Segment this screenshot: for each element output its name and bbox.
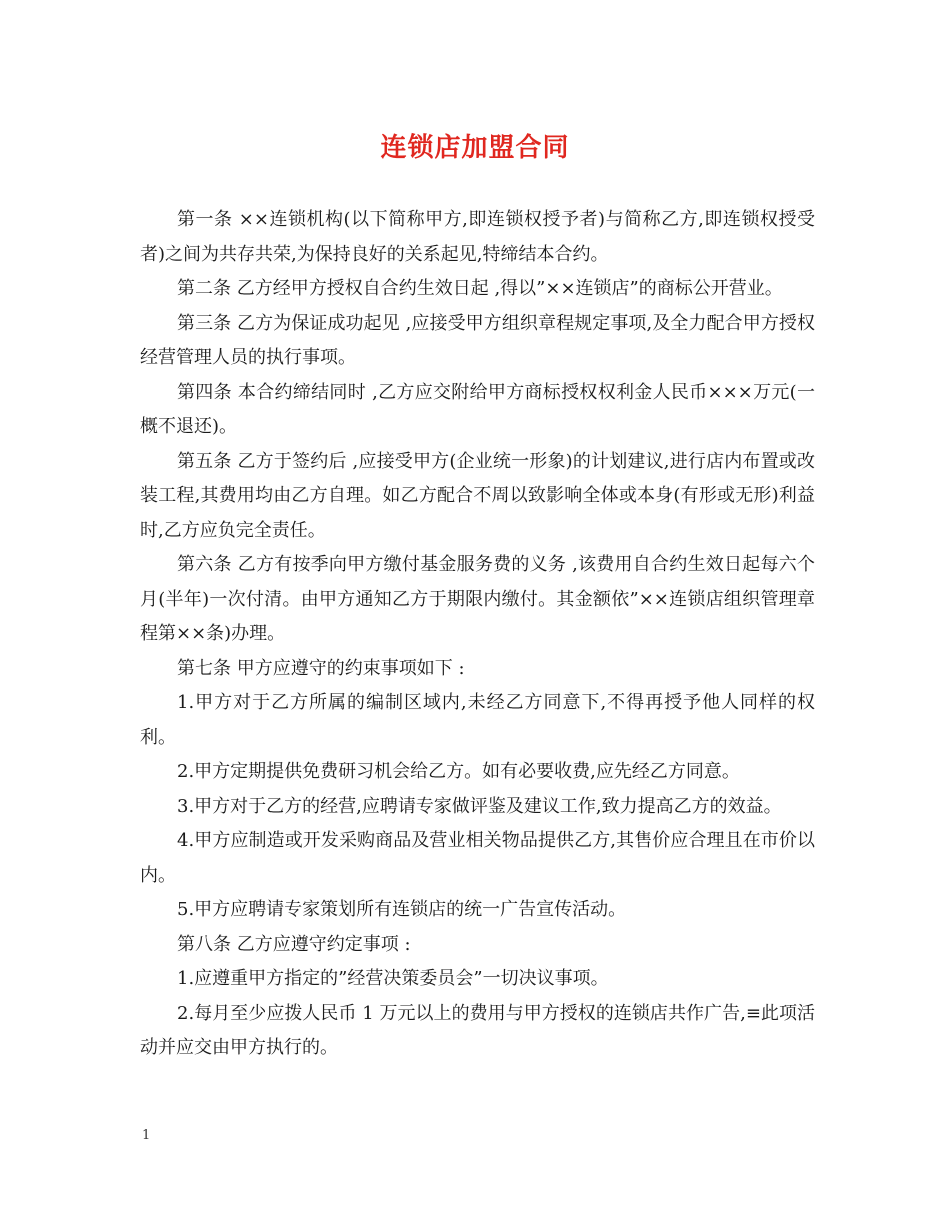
clause-6: 第六条 乙方有按季向甲方缴付基金服务费的义务 ,该费用自合约生效日起每六个月(半年)一次付清。由甲方通知乙方于期限内缴付。其金额依”××连锁店组织管理章程第××条)办理。 xyxy=(140,554,815,644)
clause-5: 第五条 乙方于签约后 ,应接受甲方(企业统一形象)的计划建议,进行店内布置或改装工程,其费用均由乙方自理。如乙方配合不周以致影响全体或本身(有形或无形)利益时,乙方应负完全责任。 xyxy=(140,450,815,541)
clause-1: 第一条 ××连锁机构(以下简称甲方,即连锁权授予者)与简称乙方,即连锁权授受者)之间为共存共荣,为保持良好的关系起见,特缔结本合约。 xyxy=(140,209,815,265)
clause-7-item-3: 3.甲方对于乙方的经营,应聘请专家做评鉴及建议工作,致力提高乙方的效益。 xyxy=(177,795,782,817)
clause-7-item-1: 1.甲方对于乙方所属的编制区域内,未经乙方同意下,不得再授予他人同样的权利。 xyxy=(140,692,815,748)
clause-7-item-4: 4.甲方应制造或开发采购商品及营业相关物品提供乙方,其售价应合理且在市价以内。 xyxy=(140,830,815,886)
clause-7-item-5: 5.甲方应聘请专家策划所有连锁店的统一广告宣传活动。 xyxy=(177,899,627,920)
clause-3: 第三条 乙方为保证成功起见 ,应接受甲方组织章程规定事项,及全力配合甲方授权经营管理人员的执行事项。 xyxy=(140,312,815,368)
clause-8-item-2: 2.每月至少应拨人民币 1 万元以上的费用与甲方授权的连锁店共作广告,≡此项活动并应交由甲方执行的。 xyxy=(140,1002,815,1058)
document-title: 连锁店加盟合同 xyxy=(380,133,570,163)
clause-2: 第二条 乙方经甲方授权自合约生效日起 ,得以”××连锁店”的商标公开营业。 xyxy=(177,278,783,299)
clause-8-item-1: 1.应遵重甲方指定的”经营决策委员会”一切决议事项。 xyxy=(177,968,609,989)
contract-body xyxy=(140,203,815,1066)
clause-7-item-2: 2.甲方定期提供免费研习机会给乙方。如有必要收费,应先经乙方同意。 xyxy=(177,761,740,782)
page-number: 1 xyxy=(142,1128,151,1143)
clause-7-heading: 第七条 甲方应遵守的约束事项如下 : xyxy=(177,657,465,679)
clause-8-heading: 第八条 乙方应遵守约定事项 : xyxy=(177,933,411,955)
clause-4: 第四条 本合约缔结同时 ,乙方应交附给甲方商标授权权利金人民币×××万元(一概不退还)。 xyxy=(140,381,815,437)
